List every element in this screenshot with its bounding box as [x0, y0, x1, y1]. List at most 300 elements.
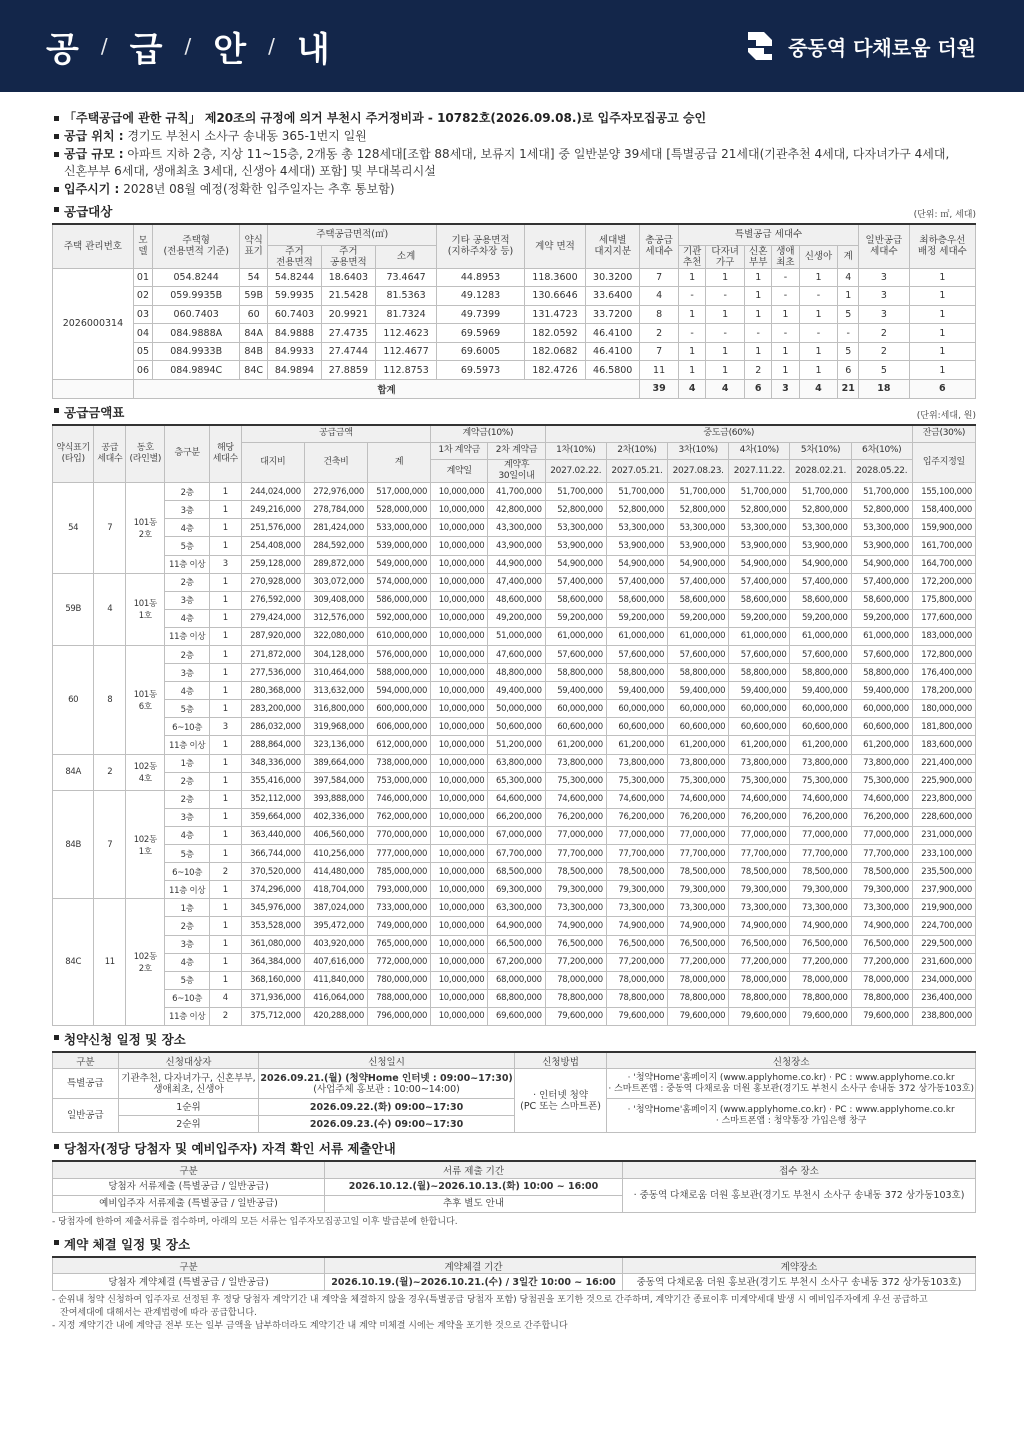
total-row [53, 380, 976, 399]
amount-cell: 259,128,000 [241, 555, 304, 573]
amount-cell: 78,500,000 [668, 863, 729, 881]
amount-cell: 78,500,000 [545, 863, 606, 881]
amount-cell: 164,700,000 [912, 555, 975, 573]
table-row [53, 790, 976, 808]
amount-cell: 50,000,000 [488, 700, 545, 718]
amount-cell: 61,000,000 [790, 627, 851, 645]
amount-cell: 76,500,000 [668, 935, 729, 953]
amount-cell: 289,872,000 [304, 555, 367, 573]
mgmt-number: 2026000314 [53, 268, 134, 380]
amount-cell: 78,800,000 [606, 989, 667, 1007]
table-row [53, 881, 976, 899]
amount-cell: 79,600,000 [790, 1007, 851, 1025]
cell: 2 [640, 324, 679, 343]
cell: 73.4647 [375, 268, 437, 287]
amount-cell: 10,000,000 [431, 953, 488, 971]
amount-cell: 353,528,000 [241, 917, 304, 935]
amount-cell: 57,400,000 [668, 573, 729, 591]
amount-cell: 277,536,000 [241, 664, 304, 682]
amount-cell: 73,300,000 [545, 899, 606, 917]
cell: 1 [679, 361, 706, 380]
amount-cell: 75,300,000 [851, 772, 912, 790]
amount-cell: 59,400,000 [668, 682, 729, 700]
amount-cell: 77,200,000 [545, 953, 606, 971]
cell: 11 [640, 361, 679, 380]
total-label: 합계 [133, 380, 639, 399]
amount-cell: 352,112,000 [241, 790, 304, 808]
amount-cell: 57,600,000 [668, 646, 729, 664]
amount-cell: 59,400,000 [545, 682, 606, 700]
amount-cell: 10,000,000 [431, 989, 488, 1007]
amount-cell: 361,080,000 [241, 935, 304, 953]
amount-cell: 796,000,000 [367, 1007, 430, 1025]
amount-cell: 10,000,000 [431, 555, 488, 573]
cell: 46.5800 [586, 361, 640, 380]
floor-cell: 6~10층 [165, 718, 210, 736]
cell: 49.1283 [437, 287, 524, 306]
amount-cell: 67,000,000 [488, 826, 545, 844]
amount-cell: 10,000,000 [431, 790, 488, 808]
amount-cell: 76,200,000 [851, 808, 912, 826]
amount-cell: 60,600,000 [606, 718, 667, 736]
amount-cell: 322,080,000 [304, 627, 367, 645]
amount-cell: 77,000,000 [606, 826, 667, 844]
cell: 33.7200 [586, 305, 640, 324]
amount-cell: 375,712,000 [241, 1007, 304, 1025]
amount-cell: 68,500,000 [488, 863, 545, 881]
cell: 112.8753 [375, 361, 437, 380]
amount-cell: 53,900,000 [545, 537, 606, 555]
amount-cell: 420,288,000 [304, 1007, 367, 1025]
amount-cell: 63,300,000 [488, 899, 545, 917]
table-row [53, 718, 976, 736]
amount-cell: 78,800,000 [851, 989, 912, 1007]
cell: - [799, 324, 838, 343]
amount-cell: 78,500,000 [606, 863, 667, 881]
amount-cell: 74,900,000 [545, 917, 606, 935]
amount-cell: 74,600,000 [790, 790, 851, 808]
cell: 1 [209, 881, 241, 899]
cell: - [706, 324, 745, 343]
amount-cell: 75,300,000 [790, 772, 851, 790]
amount-cell: 59,200,000 [790, 609, 851, 627]
cell: 1 [909, 361, 975, 380]
cell: 1 [745, 305, 772, 324]
table-row [53, 342, 976, 361]
floor-cell: 4층 [165, 519, 210, 537]
cell: 04 [133, 324, 152, 343]
price-table: 약식표기 (타입) 공급 세대수 동호 (라인별) 층구분 해당 세대수 공급금액 계약금(10%) 중도금(60%) 잔금(30%) 대지비 건축비 계 1차 계약금 2차 계약금 1차(10%) 2차(10%) 3차(10%) 4차(10%) 5차(10%) 6차(10%) 입주지정일 계약일 계약후 30일이내 2027.02.22. 2027.05.21. 2027.08.23. 2027.11.22. 2028.02.21. 2028.05.22. 54 7 101동 2호 2층 1 244,024,000 272,976,000 517,000,000 10,000,000 41,700,000 51,700,000 51,700,000 51,700,000 51,700,000 51,700,000 51,700,000 155,100,000 3층 1 249,216,000 278,784,000 528,000,000 10,000,000 42,800,000 52,800,000 52,800,000 52,800,000 52,800,000 52,800,000 52,800,000 158,400,000 4층 1 251,576,000 281,424,000 533,000,000 10,000,000 43,300,000 53,300,000 53,300,000 53,300,000 53,300,000 53,300,000 53,300,000 159,900,000 5층 1 254,408,000 284,592,000 539,000,000 10,000,000 43,900,000 53,900,000 53,900,000 53,900,000 53,900,000 53,900,000 53,900,000 161,700,000 11층 이상 3 259,128,000 289,872,000 549,000,000 10,000,000 44,900,000 54,900,000 54,900,000 54,900,000 54,900,000 54,900,000 54,900,000 164,700,000 59B 4 101동 1호 2층 1 270,928,000 303,072,000 574,000,000 10,000,000 47,400,000 57,400,000 57,400,000 57,400,000 57,400,000 57,400,000 57,400,000 172,200,000 3층 1 276,592,000 309,408,000 586,000,000 10,000,000 48,600,000 58,600,000 58,600,000 58,600,000 58,600,000 58,600,000 58,600,000 175,800,000 4층 1 279,424,000 312,576,000 592,000,000 10,000,000 49,200,000 59,200,000 59,200,000 59,200,000 59,200,000 59,200,000 59,200,000 177,600,000 11층 이상 1 287,920,000 322,080,000 610,000,000 10,000,000 51,000,000 61,000,000 61,000,000 61,000,000 61,000,000 61,000,000 61,000,000 183,000,000 60 8 101동 6호 2층 1 271,872,000 304,128,000 576,000,000 10,000,000 47,600,000 57,600,000 57,600,000 57,600,000 57,600,000 57,600,000 57,600,000 172,800,000 3층 1 277,536,000 310,464,000 588,000,000 10,000,000 48,800,000 58,800,000 58,800,000 58,800,000 58,800,000 58,800,000 58,800,000 176,400,000 4층 1 280,368,000 313,632,000 594,000,000 10,000,000 49,400,000 59,400,000 59,400,000 59,400,000 59,400,000 59,400,000 59,400,000 178,200,000 5층 1 283,200,000 316,800,000 600,000,000 10,000,000 50,000,000 60,000,000 60,000,000 60,000,000 60,000,000 60,000,000 60,000,000 180,000,000 6~10층 3 286,032,000 319,968,000 606,000,000 10,000,000 50,600,000 60,600,000 60,600,000 60,600,000 60,600,000 60,600,000 60,600,000 181,800,000 11층 이상 1 288,864,000 323,136,000 612,000,000 10,000,000 51,200,000 61,200,000 61,200,000 61,200,000 61,200,000 61,200,000 61,200,000 183,600,000 84A 2 102동 4호 1층 1 348,336,000 389,664,000 738,000,000 10,000,000 63,800,000 73,800,000 73,800,000 73,800,000 73,800,000 73,800,000 73,800,000 221,400,000 2층 1 355,416,000 397,584,000 753,000,000 10,000,000 65,300,000 75,300,000 75,300,000 75,300,000 75,300,000 75,300,000 75,300,000 225,900,000 84B 7 102동 1호 2층 1 352,112,000 393,888,000 746,000,000 10,000,000 64,600,000 74,600,000 74,600,000 74,600,000 74,600,000 74,600,000 74,600,000 223,800,000 3층 1 359,664,000 402,336,000 762,000,000 10,000,000 66,200,000 76,200,000 76,200,000 76,200,000 76,200,000 76,200,000 76,200,000 228,600,000 4층 1 363,440,000 406,560,000 770,000,000 10,000,000 67,000,000 77,000,000 77,000,000 77,000,000 77,000,000 77,000,000 77,000,000 231,000,000 5층 1 366,744,000 410,256,000 777,000,000 10,000,000 67,700,000 77,700,000 77,700,000 77,700,000 77,700,000 77,700,000 77,700,000 233,100,000 6~10층 2 370,520,000 414,480,000 785,000,000 10,000,000 68,500,000 78,500,000 78,500,000 78,500,000 78,500,000 78,500,000 78,500,000 235,500,000 11층 이상 1 374,296,000 418,704,000 793,000,000 10,000,000 69,300,000 79,300,000 79,300,000 79,300,000 79,300,000 79,300,000 79,300,000 237,900,000 84C 11 102동 2호 1층 1 345,976,000 387,024,000 733,000,000 10,000,000 63,300,000 73,300,000 73,300,000 73,300,000 73,300,000 73,300,000 73,300,000 219,900,000 2층 1 353,528,000 395,472,000 749,000,000 10,000,000 64,900,000 74,900,000 74,900,000 74,900,000 74,900,000 74,900,000 74,900,000 224,700,000 3층 1 361,080,000 403,920,000 765,000,000 10,000,000 66,500,000 76,500,000 76,500,000 76,500,000 76,500,000 76,500,000 76,500,000 229,500,000 4층 1 364,384,000 407,616,000 772,000,000 10,000,000 67,200,000 77,200,000 77,200,000 77,200,000 77,200,000 77,200,000 77,200,000 231,600,000 5층 1 368,160,000 411,840,000 780,000,000 10,000,000 68,000,000 78,000,000 78,000,000 78,000,000 78,000,000 78,000,000 78,000,000 234,000,000 6~10층 4 371,936,000 416,064,000 788,000,000 10,000,000 68,800,000 78,800,000 78,800,000 78,800,000 78,800,000 78,800,000 78,800,000 236,400,000 11층 이상 2 375,712,000 420,288,000 796,000,000 10,000,000 69,600,000 79,600,000 79,600,000 79,600,000 79,600,000 79,600,000 79,600,000 238,800,000 [52, 424, 976, 1026]
amount-cell: 416,064,000 [304, 989, 367, 1007]
brand-name: 중동역 다채로움 더원 [788, 35, 976, 60]
amount-cell: 58,600,000 [606, 591, 667, 609]
amount-cell: 44,900,000 [488, 555, 545, 573]
amount-cell: 733,000,000 [367, 899, 430, 917]
amount-cell: 159,900,000 [912, 519, 975, 537]
cell: 1 [745, 268, 772, 287]
amount-cell: 228,600,000 [912, 808, 975, 826]
cell: 1 [209, 501, 241, 519]
amount-cell: 59,200,000 [729, 609, 790, 627]
amount-cell: 59,400,000 [729, 682, 790, 700]
amount-cell: 610,000,000 [367, 627, 430, 645]
floor-cell: 11층 이상 [165, 736, 210, 754]
amount-cell: 74,600,000 [851, 790, 912, 808]
amount-cell: 67,700,000 [488, 845, 545, 863]
table-row [53, 971, 976, 989]
amount-cell: 73,300,000 [606, 899, 667, 917]
cell: 2 [209, 1007, 241, 1025]
amount-cell: 53,300,000 [851, 519, 912, 537]
cell: 81.7324 [375, 305, 437, 324]
amount-cell: 73,300,000 [729, 899, 790, 917]
amount-cell: 69,300,000 [488, 881, 545, 899]
amount-cell: 51,700,000 [545, 483, 606, 501]
cell: 1 [209, 609, 241, 627]
amount-cell: 57,600,000 [606, 646, 667, 664]
amount-cell: 738,000,000 [367, 754, 430, 772]
amount-cell: 78,000,000 [851, 971, 912, 989]
amount-cell: 410,256,000 [304, 845, 367, 863]
floor-cell: 5층 [165, 845, 210, 863]
amount-cell: 65,300,000 [488, 772, 545, 790]
cell: 2 [745, 361, 772, 380]
amount-cell: 75,300,000 [545, 772, 606, 790]
amount-cell: 363,440,000 [241, 826, 304, 844]
amount-cell: 158,400,000 [912, 501, 975, 519]
amount-cell: 79,300,000 [545, 881, 606, 899]
amount-cell: 284,592,000 [304, 537, 367, 555]
amount-cell: 313,632,000 [304, 682, 367, 700]
cell: 6 [745, 380, 772, 399]
supply-target-table: 주택 관리번호 모 델 주택형 (전용면적 기준) 약식 표기 주택공급면적(㎡) 기타 공용면적 (지하주차장 등) 계약 면적 세대별 대지지분 총공급 세대수 특별공급 세대수 일반공급 세대수 최하층우선 배정 세대수 주거 전용면적 주거 공용면적 소계 기관 추천 다자녀 가구 신혼 부부 생애 최초 신생아 계 2026000314 01 054.8244 54 54.8244 18.6403 73.4647 44.8953 118.3600 30.3200 7 1 1 1 - 1 4 3 1 02 059.9935B 59B 59.9935 21.5428 81.5363 49.1283 130.6646 33.6400 4 - - 1 - - 1 3 1 03 060.7403 60 60.7403 20.9921 81.7324 49.7399 131.4723 33.7200 8 1 1 1 1 1 5 3 1 04 084.9888A 84A 84.9888 27.4735 112.4623 69.5969 182.0592 46.4100 2 - - - - - - 2 1 05 084.9933B 84B 84.9933 27.4744 112.4677 69.6005 182.0682 46.4100 7 1 1 1 1 1 5 2 1 06 084.9894C 84C 84.9894 27.8859 112.8753 69.5973 182.4726 46.5800 11 1 1 2 1 1 6 5 1 합계 39 4 4 6 3 4 21 18 6 [52, 223, 976, 399]
amount-cell: 60,000,000 [851, 700, 912, 718]
amount-cell: 286,032,000 [241, 718, 304, 736]
cell: 1 [772, 305, 799, 324]
floor-cell: 3층 [165, 664, 210, 682]
amount-cell: 793,000,000 [367, 881, 430, 899]
amount-cell: 78,800,000 [790, 989, 851, 1007]
table-row [53, 989, 976, 1007]
amount-cell: 76,200,000 [606, 808, 667, 826]
cell: 130.6646 [524, 287, 586, 306]
floor-cell: 2층 [165, 646, 210, 664]
type-cell: 84C [53, 899, 94, 1026]
cell: 27.8859 [321, 361, 375, 380]
table-row [53, 268, 976, 287]
amount-cell: 371,936,000 [241, 989, 304, 1007]
floor-cell: 11층 이상 [165, 881, 210, 899]
cell: - [772, 287, 799, 306]
amount-cell: 414,480,000 [304, 863, 367, 881]
amount-cell: 10,000,000 [431, 863, 488, 881]
floor-cell: 3층 [165, 501, 210, 519]
amount-cell: 58,800,000 [606, 664, 667, 682]
floor-cell: 3층 [165, 935, 210, 953]
cell: 69.5973 [437, 361, 524, 380]
table-row [53, 917, 976, 935]
table-row [53, 772, 976, 790]
amount-cell: 249,216,000 [241, 501, 304, 519]
table-row [53, 519, 976, 537]
amount-cell: 58,800,000 [729, 664, 790, 682]
amount-cell: 54,900,000 [851, 555, 912, 573]
amount-cell: 61,000,000 [668, 627, 729, 645]
cell: 1 [679, 342, 706, 361]
cell: 060.7403 [153, 305, 240, 324]
cell: 1 [838, 287, 859, 306]
cell: 1 [209, 700, 241, 718]
cell: 182.4726 [524, 361, 586, 380]
contract-notes: - 순위내 청약 신청하여 입주자로 선정된 후 정당 당첨자 계약기간 내 계약을 체결하지 않을 경우(특별공급 당첨자 포함) 당첨권을 포기한 것으로 간주하며, 계약기간 종료이후 미계약세대 발생 시 예비입주자에게 우선 공급하고 잔여세대에 대해서는 관계법령에 따라 공급합니다. - 지정 계약기간 내에 계약금 전부 또는 일부 금액을 납부하더라도 계약기간 내 계약 미체결 시에는 계약을 포기한 것으로 간주합니다 [52, 1295, 928, 1332]
amount-cell: 606,000,000 [367, 718, 430, 736]
amount-cell: 61,000,000 [729, 627, 790, 645]
cell: 84.9933 [268, 342, 322, 361]
amount-cell: 57,400,000 [851, 573, 912, 591]
cell: 1 [209, 826, 241, 844]
table-row [53, 361, 976, 380]
cell: - [772, 324, 799, 343]
cell: 01 [133, 268, 152, 287]
cell: 1 [706, 342, 745, 361]
table-row [53, 324, 976, 343]
cell: 6 [909, 380, 975, 399]
floor-cell: 6~10층 [165, 863, 210, 881]
cell: 8 [640, 305, 679, 324]
cell: 182.0592 [524, 324, 586, 343]
amount-cell: 74,600,000 [668, 790, 729, 808]
cell: 84.9894 [268, 361, 322, 380]
type-cell: 60 [53, 646, 94, 755]
table-row [53, 863, 976, 881]
cell: 1 [209, 754, 241, 772]
amount-cell: 235,500,000 [912, 863, 975, 881]
amount-cell: 58,800,000 [790, 664, 851, 682]
amount-cell: 51,000,000 [488, 627, 545, 645]
section-document-submission: 당첨자(정당 당첨자 및 예비입주자) 자격 확인 서류 제출안내 [52, 1139, 976, 1157]
amount-cell: 53,300,000 [729, 519, 790, 537]
amount-cell: 51,700,000 [851, 483, 912, 501]
cell: 1 [909, 324, 975, 343]
amount-cell: 77,700,000 [545, 845, 606, 863]
amount-cell: 73,300,000 [851, 899, 912, 917]
cell: 1 [209, 808, 241, 826]
amount-cell: 229,500,000 [912, 935, 975, 953]
amount-cell: 57,600,000 [790, 646, 851, 664]
amount-cell: 63,800,000 [488, 754, 545, 772]
amount-cell: 61,200,000 [545, 736, 606, 754]
amount-cell: 310,464,000 [304, 664, 367, 682]
amount-cell: 76,500,000 [851, 935, 912, 953]
cell: 60.7403 [268, 305, 322, 324]
amount-cell: 57,400,000 [606, 573, 667, 591]
cell: 1 [679, 268, 706, 287]
amount-cell: 588,000,000 [367, 664, 430, 682]
cell: - [679, 324, 706, 343]
amount-cell: 271,872,000 [241, 646, 304, 664]
cell: 1 [909, 268, 975, 287]
amount-cell: 319,968,000 [304, 718, 367, 736]
table-row [53, 953, 976, 971]
amount-cell: 79,300,000 [729, 881, 790, 899]
amount-cell: 78,500,000 [851, 863, 912, 881]
cell: 1 [209, 664, 241, 682]
amount-cell: 76,500,000 [606, 935, 667, 953]
cell: 1 [209, 646, 241, 664]
amount-cell: 348,336,000 [241, 754, 304, 772]
amount-cell: 59,200,000 [668, 609, 729, 627]
table-row [53, 591, 976, 609]
amount-cell: 73,300,000 [668, 899, 729, 917]
amount-cell: 788,000,000 [367, 989, 430, 1007]
amount-cell: 58,600,000 [790, 591, 851, 609]
amount-cell: 60,000,000 [606, 700, 667, 718]
amount-cell: 79,600,000 [668, 1007, 729, 1025]
amount-cell: 10,000,000 [431, 808, 488, 826]
amount-cell: 374,296,000 [241, 881, 304, 899]
amount-cell: 50,600,000 [488, 718, 545, 736]
amount-cell: 238,800,000 [912, 1007, 975, 1025]
amount-cell: 155,100,000 [912, 483, 975, 501]
count-cell: 7 [94, 483, 126, 573]
table-row [53, 305, 976, 324]
submission-note: - 당첨자에 한하여 제출서류를 접수하며, 아래의 모든 서류는 입주자모집공고일 이후 발급분에 한합니다. [52, 1216, 458, 1227]
amount-cell: 176,400,000 [912, 664, 975, 682]
amount-cell: 75,300,000 [668, 772, 729, 790]
amount-cell: 178,200,000 [912, 682, 975, 700]
cell: 59.9935 [268, 287, 322, 306]
cell: 54 [240, 268, 268, 287]
amount-cell: 77,700,000 [668, 845, 729, 863]
amount-cell: 77,200,000 [606, 953, 667, 971]
floor-cell: 4층 [165, 682, 210, 700]
floor-cell: 11층 이상 [165, 555, 210, 573]
amount-cell: 528,000,000 [367, 501, 430, 519]
cell: 1 [909, 287, 975, 306]
amount-cell: 68,800,000 [488, 989, 545, 1007]
cell: 03 [133, 305, 152, 324]
amount-cell: 53,300,000 [545, 519, 606, 537]
contract-schedule-table: 구분 계약체결 기간 계약장소 당첨자 계약체결 (특별공급 / 일반공급) 2026.10.19.(월)~2026.10.21.(수) / 3일간 10:00 ~ 16:00 중동역 다채로움 더원 홍보관(경기도 부천시 소사구 송내동 372 상가동103호) [52, 1256, 976, 1292]
type-cell: 54 [53, 483, 94, 573]
amount-cell: 53,300,000 [790, 519, 851, 537]
amount-cell: 53,300,000 [668, 519, 729, 537]
amount-cell: 418,704,000 [304, 881, 367, 899]
amount-cell: 280,368,000 [241, 682, 304, 700]
cell: 1 [209, 772, 241, 790]
amount-cell: 549,000,000 [367, 555, 430, 573]
amount-cell: 77,200,000 [790, 953, 851, 971]
cell: 3 [209, 718, 241, 736]
cell: 1 [209, 736, 241, 754]
amount-cell: 61,200,000 [729, 736, 790, 754]
amount-cell: 66,200,000 [488, 808, 545, 826]
amount-cell: 57,600,000 [851, 646, 912, 664]
amount-cell: 272,976,000 [304, 483, 367, 501]
cell: 1 [706, 305, 745, 324]
amount-cell: 73,800,000 [668, 754, 729, 772]
application-schedule-table: 구분 신청대상자 신청일시 신청방법 신청장소 특별공급 기관추천, 다자녀가구, 신혼부부, 생애최초, 신생아 2026.09.21.(월) (청약Home 인터넷 : 09:00~17:30) (사업주체 홍보관 : 10:00~14:00) · 인터넷 청약 (PC 또는 스마트폰) · '청약Home'홈페이지 (www.applyhome.co.kr) · PC : www.applyhome.co.kr · 스마트폰앱 : 중동역 다채로움 더원 홍보관(경기도 부천시 소사구 송내동 372 상가동103호) 일반공급 1순위 2026.09.22.(화) 09:00~17:30 · '청약Home'홈페이지 (www.applyhome.co.kr) · PC : www.applyhome.co.kr · 스마트폰앱 : 청약통장 가입은행 창구 2순위 2026.09.23.(수) 09:00~17:30 [52, 1051, 976, 1134]
type-cell: 84A [53, 754, 94, 790]
amount-cell: 73,300,000 [790, 899, 851, 917]
cell: 6 [838, 361, 859, 380]
amount-cell: 10,000,000 [431, 501, 488, 519]
table-row [53, 646, 976, 664]
cell: 1 [799, 268, 838, 287]
amount-cell: 57,400,000 [545, 573, 606, 591]
amount-cell: 765,000,000 [367, 935, 430, 953]
amount-cell: 78,500,000 [729, 863, 790, 881]
cell: 1 [209, 790, 241, 808]
floor-cell: 2층 [165, 573, 210, 591]
dong-cell: 102동 1호 [126, 790, 165, 899]
amount-cell: 10,000,000 [431, 736, 488, 754]
amount-cell: 51,700,000 [606, 483, 667, 501]
cell: 1 [799, 305, 838, 324]
cell: 60 [240, 305, 268, 324]
amount-cell: 231,600,000 [912, 953, 975, 971]
amount-cell: 74,900,000 [851, 917, 912, 935]
amount-cell: 52,800,000 [606, 501, 667, 519]
amount-cell: 58,600,000 [545, 591, 606, 609]
amount-cell: 10,000,000 [431, 519, 488, 537]
amount-cell: 74,900,000 [668, 917, 729, 935]
table-row [53, 899, 976, 917]
table-row [53, 573, 976, 591]
amount-cell: 49,200,000 [488, 609, 545, 627]
cell: 5 [838, 342, 859, 361]
amount-cell: 10,000,000 [431, 917, 488, 935]
cell: 1 [209, 483, 241, 501]
cell: 054.8244 [153, 268, 240, 287]
amount-cell: 77,000,000 [790, 826, 851, 844]
cell: 1 [209, 899, 241, 917]
table-row [53, 287, 976, 306]
amount-cell: 60,000,000 [790, 700, 851, 718]
cell: 1 [745, 342, 772, 361]
amount-cell: 58,600,000 [851, 591, 912, 609]
amount-cell: 780,000,000 [367, 971, 430, 989]
floor-cell: 1층 [165, 754, 210, 772]
floor-cell: 2층 [165, 772, 210, 790]
cell: 1 [745, 287, 772, 306]
amount-cell: 51,700,000 [668, 483, 729, 501]
amount-cell: 772,000,000 [367, 953, 430, 971]
amount-cell: 60,600,000 [668, 718, 729, 736]
amount-cell: 53,900,000 [851, 537, 912, 555]
amount-cell: 60,600,000 [729, 718, 790, 736]
section-application-schedule: 청약신청 일정 및 장소 [52, 1030, 976, 1048]
cell: 1 [706, 361, 745, 380]
cell: 1 [799, 361, 838, 380]
table-row [53, 537, 976, 555]
cell: 7 [640, 268, 679, 287]
amount-cell: 53,900,000 [790, 537, 851, 555]
cell: - [838, 324, 859, 343]
cell: 84A [240, 324, 268, 343]
title-char: 내 [296, 29, 330, 70]
cell: 131.4723 [524, 305, 586, 324]
amount-cell: 79,300,000 [606, 881, 667, 899]
amount-cell: 58,800,000 [668, 664, 729, 682]
table-row [53, 664, 976, 682]
amount-cell: 395,472,000 [304, 917, 367, 935]
cell: - [799, 287, 838, 306]
brand [742, 28, 976, 64]
dong-cell: 101동 1호 [126, 573, 165, 645]
amount-cell: 59,200,000 [851, 609, 912, 627]
cell: 112.4677 [375, 342, 437, 361]
